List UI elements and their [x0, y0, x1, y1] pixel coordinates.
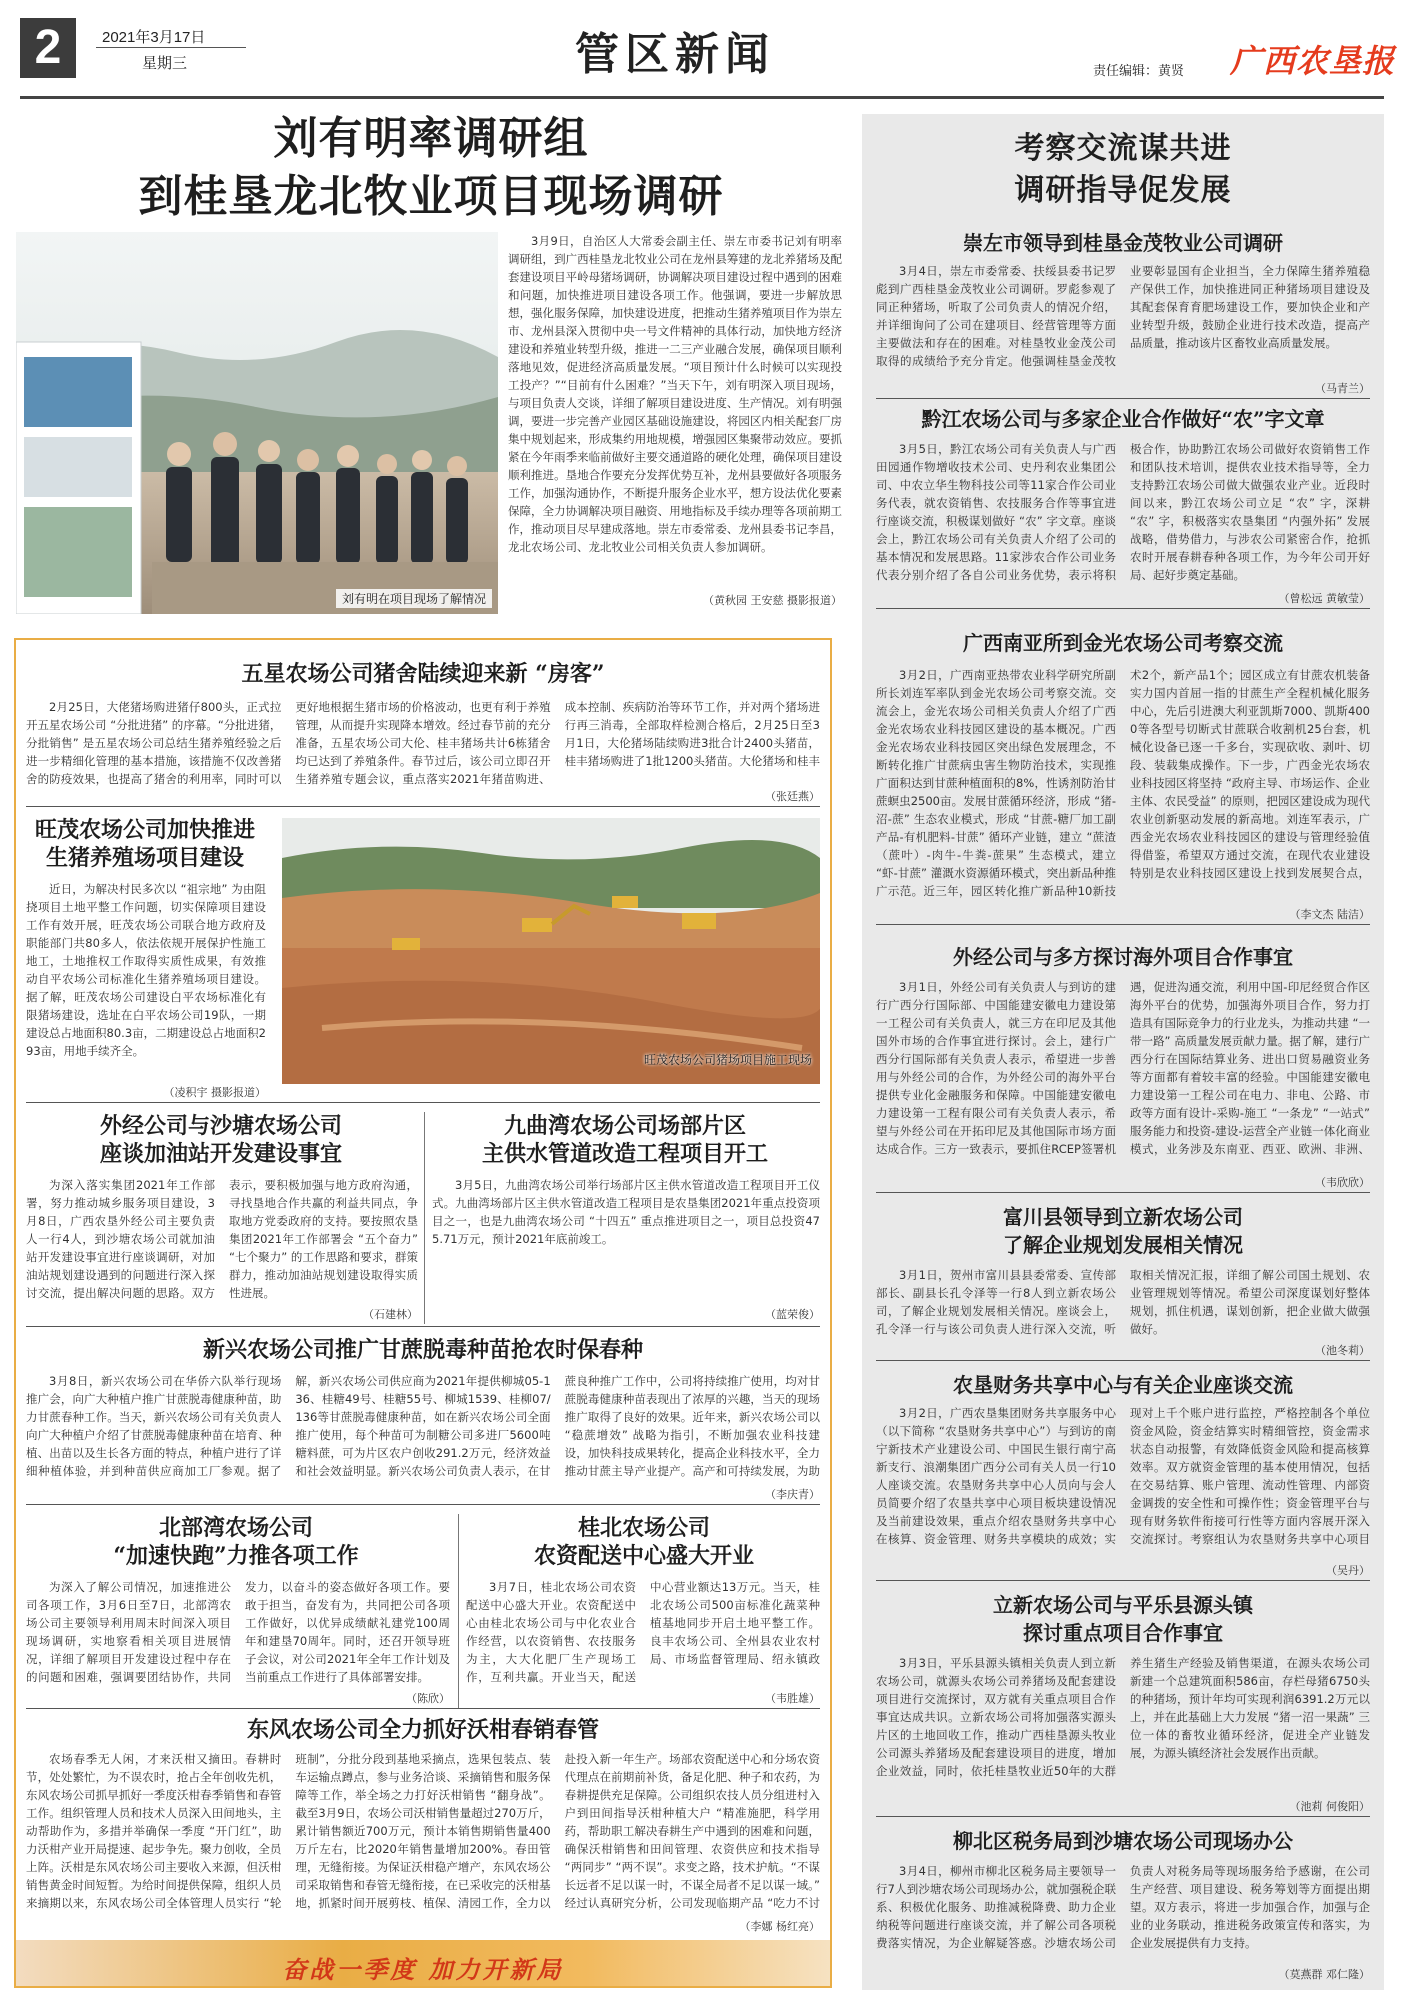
section-title: 管区新闻 — [575, 29, 775, 80]
divider — [26, 1708, 820, 1709]
divider — [26, 1102, 820, 1103]
divider — [876, 1192, 1370, 1193]
lead-body: 3月9日，自治区人大常委会副主任、崇左市委书记刘有明率调研组，到广西桂垦龙北牧业公司在龙州县筹建的龙北养猪场及配套建设项目平岭母猪场调研，协调解决项目建设过程中遇到的困难和问题，加快推进项目建设各项工作。他强调，要进一步解放思想，强化服务保障，加快建设进度，把推动生猪养殖项目作为崇左市、龙州县深入贯彻中央一号文件精神的具体行动，加快地方经济建设和养殖业转型升级，推进一二三产业融合发展，确保项目顺利落地见效，促进经济高质量发展。“项目预计什么时候可以实现投工投产？”“目前有什么困难？”当天下午，刘有明深入项目现场，与项目负责人交谈，详细了解项目建设进度、生产情况。刘有明强调，要进一步完善产业园区基础设施建设，将园区内相关配套厂房集中规划起来，形成集约用地规模，增强园区集聚带动效应。要抓紧在今年雨季来临前做好主要交通道路的硬化处理，确保项目建设顺利推进。垦地合作要充分发挥优势互补，龙州县要做好各项服务工作，加强沟通协作，不断提升服务企业水平，想方设法优化要素保障，全力协调解决项目融资、用地指标及手续办理等各项前期工作，推动项目尽早建成落地。崇左市委常委、龙州县委书记李昌，龙北农场公司、龙北牧业公司相关负责人参加调研。 — [508, 234, 842, 554]
r7-body: 3月3日，平乐县源头镇相关负责人到立新农场公司，就源头农场公司养猪场及配套建设项目进行交流探讨，双方就有关重点项目合作事宜达成共识。立新农场公司将加强落实源头片区的土地回收工作，推动广西桂垦源头牧业公司源头养猪场及配套建设项目的进度，增加企业效益，同时，依托桂垦牧业近50年的大群养生猪生产经验及销售渠道，在源头农场公司新建一个总建筑面积586亩，存栏母猪6750头的种猪场，预计年均可实现利润6391.2万元以上，并在此基础上大力发展 “猪一沼一果蔬” 三位一体的畜牧业循环经济，促进全产业链发展，为源头镇经济社会发展作出贡献。 — [876, 1656, 1370, 1778]
r4-credit: （韦欣欣） — [1315, 1176, 1370, 1189]
a4-headline-2: 主供水管道改造工程项目开工 — [481, 1141, 768, 1167]
a6-headline-1: 北部湾农场公司 — [158, 1515, 313, 1541]
r6-credit: （吴丹） — [1326, 1564, 1370, 1577]
r5-credit: （池冬莉） — [1315, 1344, 1370, 1357]
r7-headline-2: 探讨重点项目合作事宜 — [1023, 1621, 1223, 1645]
lead-photo-caption: 刘有明在项目现场了解情况 — [336, 589, 492, 608]
lead-headline-1: 刘有明率调研组 — [273, 113, 589, 164]
a1-body: 2月25日，大佬猪场购进猪仔800头，正式拉开五星农场公司 “分批进猪” 的序幕。“分批进猪，分批销售” 是五星农场公司总结生猪养殖经验之后进一步精细化管理的基本措施，该措施不仅改善猪舍的防疫效果，也提高了猪舍的利用率，同时可以更好地根据生猪市场的价格波动，也更有利于养殖管理，从而提升实现降本增效。经过春节前的充分准备，五星农场公司大伦、桂丰猪场共计6栋猪舍均已达到了养殖条件。春节过后，该公司立即召开生猪养殖专题会议，重点落实2021年猪苗购进、成本控制、疾病防治等环节工作，并对两个猪场进行再三消毒，全部取样检测合格后，2月25日至3月1日，大伦猪场陆续购进3批合计2400头猪苗，桂丰猪场购进了1批1200头猪苗。大伦猪场和桂丰 — [26, 700, 820, 786]
a6-credit: （陈欣） — [406, 1692, 450, 1705]
a8-credit: （李娜 杨红亮） — [739, 1920, 820, 1933]
r6-body: 3月2日，广西农垦集团财务共享服务中心（以下简称 “农垦财务共享中心”）与到访的南宁新技术产业建设公司、中国民生银行南宁高新支行、浪潮集团广西分公司有关人员一行10人座谈交流。农垦财务共享中心人员向与会人员简要介绍了农垦共享中心项目板块建设情况及当前建设效果，重点介绍农垦财务共享中心在核算、资金管理、财务共享模块的成效；实现对上千个账户进行监控，严格控制各个单位资金风险，资金结算实时精细管控，资金需求状态自动报警，有效降低资金风险和提高核算效率。双方就资金管理的基本使用情况，包括在交易结算、账户管理、流动性管理、内部资金调拨的安全性和可操作性；资金管理平台与现有财务软件衔接可行性等方面内容展开深入交流探讨。考察组认为农垦财务共享中心项目 — [876, 1406, 1370, 1546]
a7-body: 3月7日，桂北农场公司农资配送中心盛大开业。农资配送中心由桂北农场公司与中化农业合作经营，以农资销售、农技服务为主，大大化肥厂生产现场工作，互利共赢。开业当天，配送中心营业额达13万元。当天，桂北农场公司500亩标准化蔬菜种植基地同步开启土地平整工作。良丰农场公司、全州县农业农村局、市场监督管理局、绍永镇政 — [466, 1580, 820, 1684]
a5-headline: 新兴农场公司推广甘蔗脱毒种苗抢农时保春种 — [202, 1337, 643, 1363]
r7-headline-1: 立新农场公司与平乐县源头镇 — [993, 1593, 1253, 1617]
newspaper-logo: 广西农垦报 — [1230, 42, 1396, 80]
r5-body: 3月1日，贺州市富川县县委常委、宣传部部长、副县长孔令泽等一行8人到立新农场公司，了解企业规划发展相关情况。座谈会上，孔令泽一行与该公司负责人进行深入交流，听取相关情况汇报，详细了解公司国土规划、农业管理规划等情况。希望公司深度谋划好整体规划，抓住机遇，谋划创新，把企业做大做强做好。 — [876, 1268, 1370, 1336]
r6-headline: 农垦财务共享中心与有关企业座谈交流 — [953, 1373, 1293, 1397]
a8-headline: 东风农场公司全力抓好沃柑春销春管 — [246, 1717, 599, 1743]
r2-headline: 黔江农场公司与多家企业合作做好“农”字文章 — [921, 407, 1325, 431]
a6-body: 为深入了解公司情况，加速推进公司各项工作，3月6日至7日，北部湾农场公司主要领导利用周末时间深入项目现场调研，实地察看相关项目进展情况，详细了解项目开发建设过程中存在的问题和困难，强调要团结协作，共同发力，以奋斗的姿态做好各项工作。要敢于担当，奋发有为，共同把公司各项工作做好，以优异成绩献礼建党100周年和建垦70周年。同时，还召开领导班子会议，对公司2021年全年工作计划及当前重点工作进行了具体部署安排。 — [26, 1580, 450, 1684]
r4-headline: 外经公司与多方探讨海外项目合作事宜 — [953, 945, 1293, 969]
divider — [26, 1504, 820, 1505]
right-headline-2: 调研指导促发展 — [1014, 173, 1232, 208]
a5-body: 3月8日，新兴农场公司在华侨六队举行现场推广会，向广大种植户推广甘蔗脱毒健康种苗，助力甘蔗春种工作。当天，新兴农场公司有关负责人向广大种植户介绍了甘蔗脱毒健康种苗在培育、种植、出苗以及生长各方面的特点，种植户进行了详细种植体验，并到种苗供应商加工厂参观。据了解，新兴农场公司供应商为2021年提供柳城05-136、桂糖49号、桂糖55号、柳城1539、桂柳07/136等甘蔗脱毒健康种苗，如在新兴农场公司全面推广使用，每个种苗可为制糖公司多进厂5600吨糖料蔗，可为片区农户创收291.2万元，经济效益和社会效益明显。新兴农场公司负责人表示，在甘蔗良种推广工作中，公司将持续推广使用，均对甘蔗脱毒健康种苗表现出了浓厚的兴趣，当天的现场推广取得了良好的效果。近年来，新兴农场公司以 “稳蔗增效” 战略为指引，不断加强农业科技建设，加快科技成果转化，提高企业科技水平，全力推动甘蔗主导产业提产。高产和可持续发展，为助 — [26, 1374, 820, 1478]
a8-body: 农场春季无人闲，才来沃柑又摘田。春耕时节，处处繁忙，为不误农时，抢占全年创收先机，东风农场公司抓早抓好一季度沃柑春季销售和春管工作。组织管理人员和技术人员深入田间地头，主动帮助作为，多措并举确保一季度 “开门红”，助力沃柑产业开局提速、起步争先。聚力创收，全员上阵。沃柑是东风农场公司主要收入来源，但沃柑销售黄金时间短暂。为给时间提供保障，组织人员来摘期以来，东风农场公司全体管理人员实行 “轮班制”，分批分段到基地采摘点，选果包装点、装车运输点蹲点，参与业务洽谈、采摘销售和服务保障等工作，举全场之力打好沃柑销售 “翻身战”。截至3月9日，农场公司沃柑销售量超过270万斤，累计销售额近700万元，预计本销售期销售量400万斤左右，比2020年销售量增加200%。春田管理，无缝衔接。为保证沃柑稳产增产，东风农场公司采取销售和春管无缝衔接，在已采收完的沃柑基地，抓紧时间开展剪枝、植保、清园工作，全力以赴投入新一年生产。场部农资配送中心和分场农资代理点在前期前补货，备足化肥、种子和农药，为春耕提供充足保障。公司组织农技人员分组进村入户到田间指导沃柑种植大户 “精准施肥，科学用药，帮助职工解决春耕生产中遇到的困难和问题，确保沃柑销售和田间管理、农资供应和技术指导 “两同步” “两不误”。求变之路，技术护航。“不谋长远者不足以谋一时，不谋全局者不足以谋一域。” 经过认真研究分析，公司发现临期产品 “吃力不讨 — [26, 1752, 820, 1910]
issue-weekday: 星期三 — [142, 55, 188, 72]
r8-credit: （莫燕群 邓仁隆） — [1278, 1968, 1370, 1981]
a3-headline-1: 外经公司与沙塘农场公司 — [99, 1113, 342, 1139]
a4-headline-1: 九曲湾农场公司场部片区 — [503, 1113, 746, 1139]
issue-date: 2021年3月17日 — [102, 29, 206, 46]
r5-headline-1: 富川县领导到立新农场公司 — [1003, 1205, 1243, 1229]
a4-body: 3月5日，九曲湾农场公司举行场部片区主供水管道改造工程项目开工仪式。九曲湾场部片区主供水管道改造工程项目是农垦集团2021年重点投资项目之一，也是九曲湾农场公司 “十四五” 重点推进项目之一，项目总投资475.71万元，预计2021年底前竣工。 — [432, 1178, 820, 1246]
a7-credit: （韦胜雄） — [765, 1692, 820, 1705]
r1-headline: 崇左市领导到桂垦金茂牧业公司调研 — [963, 231, 1283, 255]
lead-photo — [16, 232, 498, 614]
page-number: 2 — [20, 18, 76, 78]
r2-credit: （曾松远 黄敏莹） — [1278, 592, 1370, 605]
a2-headline-1: 旺茂农场公司加快推进 — [34, 817, 255, 843]
divider — [26, 806, 820, 807]
a3-credit: （石建林） — [363, 1308, 418, 1321]
slogan-banner-text: 奋战一季度 加力开新局 — [282, 1955, 564, 1984]
a2-photo-caption: 旺茂农场公司猪场项目施工现场 — [643, 1053, 812, 1067]
r3-headline: 广西南亚所到金光农场公司考察交流 — [963, 631, 1283, 655]
r3-body: 3月2日，广西南亚热带农业科学研究所副所长刘连军率队到金光农场公司考察交流。交流会上，金光农场公司相关负责人介绍了广西金光农场农业科技园区建设的基本概况。广西金光农场农业科技园区突出绿色发展理念，不断转化推广甘蔗病虫害生物防治技术，实现推广面积达到甘蔗种植面积的8%，性诱剂防治甘蔗螟虫2500亩。发展甘蔗循环经济，形成 “猪-沼-蔗” 生态农业模式，形成 “甘蔗-糖厂加工副产品-有机肥料-甘蔗” 循环产业链，建立 “蔗渣（蔗叶）-肉牛-牛粪-蔗果” 生态模式，建立 “虾-甘蔗” 灌溉水资源循环模式，突出新品种推广示范。近三年，园区转化推广新品种10新技术2个，新产品1个；园区成立有甘蔗农机装备实力国内首屈一指的甘蔗生产全程机械化服务中心，先后引进澳大利亚凯斯7000、凯斯4000等各型号切断式甘蔗联合收割机25台套，机械化设备已逐一千多台，实现砍收、剥叶、切段、装载集成操作。下一步，广西金光农场农业科技园区将坚持 “政府主导、市场运作、企业主体、农民受益” 的原则，把园区建设成为现代农业创新驱动发展的新高地。刘连军表示，广西金光农场农业科技园区的建设与管理经验值得借鉴，希望双方通过交流，在现代农业建设特别是农业科技园区建设上找到发展契合点， — [876, 668, 1370, 898]
divider — [876, 398, 1370, 399]
a2-photo — [282, 818, 820, 1084]
header-rule — [20, 96, 1384, 99]
divider — [876, 924, 1370, 925]
divider — [876, 608, 1370, 609]
a7-headline-2: 农资配送中心盛大开业 — [533, 1543, 754, 1569]
lead-photo-image — [16, 232, 498, 614]
lead-headline-2: 到桂垦龙北牧业项目现场调研 — [138, 171, 724, 222]
r4-body: 3月1日，外经公司有关负责人与到访的建行广西分行国际部、中国能建安徽电力建设第一工程公司有关负责人，就三方在印尼及其他国外市场的合作事宜进行探讨。会上，建行广西分行国际部有关负责人表示，希望进一步善用与外经公司的合作，为外经公司的海外平台提供专业化金融服务和保障。中国能建安徽电力建设第一工程有限公司有关负责人表示，希望与外经公司在开拓印尼及其他国际市场方面达成合作。三方一致表示，要抓住RCEP签署机遇，促进沟通交流，利用中国-印尼经贸合作区海外平台的优势，加强海外项目合作，努力打造具有国际竞争力的行业龙头，为推动共建 “一带一路” 高质量发展贡献力量。据了解，建行广西分行在国际结算业务、进出口贸易融资业务等方面都有着较丰富的经验。中国能建安徽电力建设第一工程公司在电力、非电、公路、市政等方面有设计-采购-施工 “一条龙” “一站式” 服务能力和投资-建设-运营全产业链一体化商业模式，业务涉及东南亚、西亚、欧洲、非洲、 — [876, 980, 1370, 1156]
a4-credit: （蓝荣俊） — [765, 1308, 820, 1321]
column-divider — [424, 1112, 425, 1324]
a2-photo-image — [282, 818, 820, 1084]
a1-headline: 五星农场公司猪舍陆续迎来新 “房客” — [241, 661, 605, 687]
a6-headline-2: “加速快跑”力推各项工作 — [113, 1543, 359, 1569]
r3-credit: （李文杰 陆洁） — [1289, 908, 1370, 921]
a2-credit: （凌积宇 摄影报道） — [163, 1086, 266, 1099]
r1-body: 3月4日，崇左市委常委、扶绥县委书记罗彪到广西桂垦金茂牧业公司调研。罗彪参观了同正种猪场，听取了公司负责人的情况介绍，并详细询问了公司在建项目、经营管理等方面主要做法和存在的困难。对桂垦牧业金茂公司取得的成绩给予充分肯定。他强调桂垦金茂牧业要彰显国有企业担当，全力保障生猪养殖稳产保供工作，加快推进同正种猪场项目建设及其配套保育育肥场建设工作，要加快企业和产业转型升级，鼓励企业进行技术改造，提高产品质量，推动该片区畜牧业高质量发展。 — [876, 264, 1370, 368]
r8-headline: 柳北区税务局到沙塘农场公司现场办公 — [953, 1829, 1293, 1853]
divider — [876, 1360, 1370, 1361]
a3-headline-2: 座谈加油站开发建设事宜 — [99, 1141, 342, 1167]
a2-body: 近日，为解决村民多次以 “祖宗地” 为由阻挠项目土地平整工作问题，切实保障项目建设工作有效开展，旺茂农场公司联合地方政府及职能部门共80多人，依法依规开展保护性施工地工，土地推权工作取得实质性成果，有效推动自平农场公司标准化生猪养殖场项目建设。据了解，旺茂农场公司建设白平农场标准化有限猪场建设，选址在白平农场公司19队，一期建设总占地面积80.3亩，二期建设总占地面积293亩，用地手续齐全。 — [26, 882, 266, 1058]
divider — [876, 1816, 1370, 1817]
r5-headline-2: 了解企业规划发展相关情况 — [1003, 1233, 1243, 1257]
divider — [26, 1326, 820, 1327]
divider — [876, 1580, 1370, 1581]
r7-credit: （池莉 何俊阳） — [1289, 1800, 1370, 1813]
r1-credit: （马青兰） — [1315, 382, 1370, 395]
right-headline-1: 考察交流谋共进 — [1014, 131, 1232, 166]
date-divider — [96, 47, 246, 48]
editor-credit: 责任编辑：黄贤 — [1093, 63, 1185, 78]
a5-credit: （李庆青） — [765, 1488, 820, 1501]
a1-credit: （张廷燕） — [765, 790, 820, 803]
lead-credit: （黄秋园 王安慈 摄影报道） — [703, 594, 842, 607]
column-divider — [458, 1514, 459, 1708]
r8-body: 3月4日，柳州市柳北区税务局主要领导一行7人到沙塘农场公司现场办公，就加强税企联系、积极优化服务、助推减税降费、助力企业纳税等问题进行座谈交流，并了解公司各项税费落实情况，为企业解疑答惑。沙塘农场公司负责人对税务局等现场服务给予感谢，在公司生产经营、项目建设、税务筹划等方面提出期望。双方表示，将进一步加强合作，加强与企业的业务联动，推进税务政策宣传和落实，为企业发展提供有力支持。 — [876, 1864, 1370, 1950]
a3-body: 为深入落实集团2021年工作部署，努力推动城乡服务项目建设，3月8日，广西农垦外经公司主要负责人一行4人，到沙塘农场公司就加油站开发建设事宜进行座谈调研，对加油站规划建设遇到的问题进行深入探讨交流，提出解决问题的思路。双方表示，要积极加强与地方政府沟通，寻找垦地合作共赢的利益共同点，争取地方党委政府的支持。要按照农垦集团2021年工作部署会 “五个奋力” “七个聚力” 的工作思路和要求，群策群力，推动加油站规划建设取得实质性进展。 — [26, 1178, 418, 1300]
a7-headline-1: 桂北农场公司 — [577, 1515, 710, 1541]
a2-headline-2: 生猪养殖场项目建设 — [45, 845, 244, 871]
r2-body: 3月5日，黔江农场公司有关负责人与广西田园通作物增收技术公司、史丹利农业集团公司、中农立华生物科技公司等11家合作公司业务代表，就农资销售、农技服务合作等事宜进行座谈交流，积极谋划做好 “农” 字文章。座谈会上，黔江农场公司有关负责人介绍了公司的基本情况和发展思路。11家涉农合作公司业务代表分别介绍了各自公司业务优势，表示将积极合作，协助黔江农场公司做好农资销售工作和团队技术培训，提供农业技术指导等，全力支持黔江农场公司做大做强农业产业。近段时间以来，黔江农场公司立足 “农” 字，深耕 “农” 字，积极落实农垦集团 “内强外拓” 发展战略，借势借力，与涉农公司紧密合作，抢抓农时开展春耕春种各项工作，为今年公司开好局、起好步奠定基础。 — [876, 442, 1370, 582]
